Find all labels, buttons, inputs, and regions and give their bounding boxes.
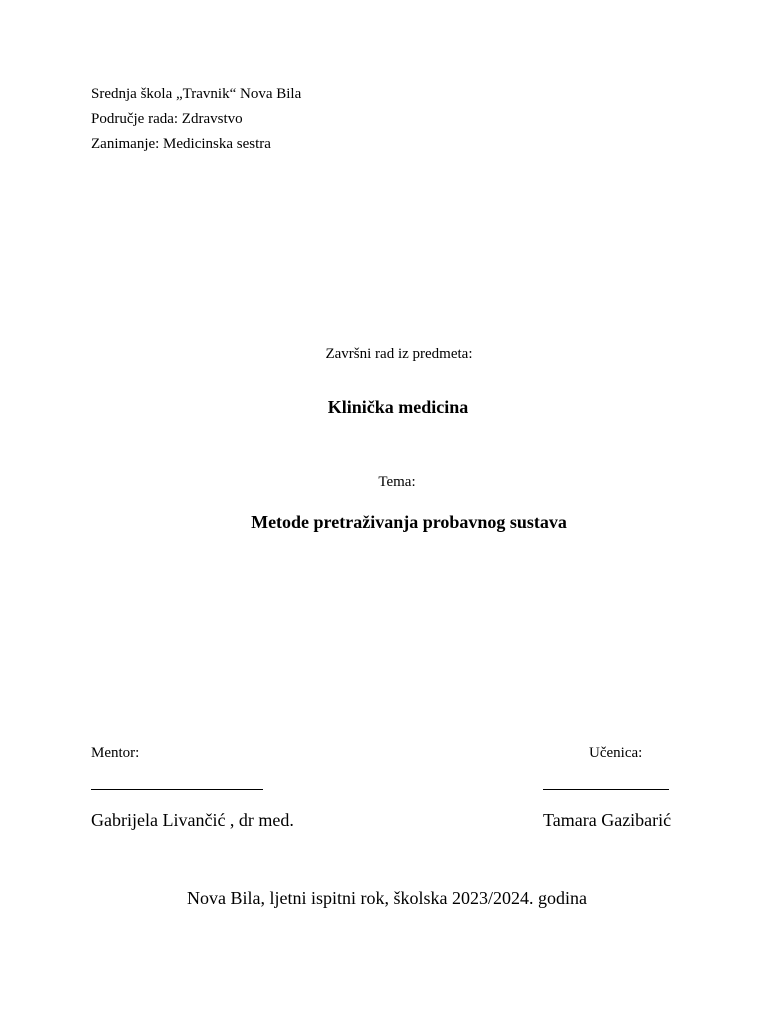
subject-title: Klinička medicina xyxy=(327,397,469,417)
student-signature-line xyxy=(543,789,669,790)
place-and-date: Nova Bila, ljetni ispitni rok, školska 2023/2024. godina xyxy=(187,888,587,908)
mentor-label: Mentor: xyxy=(91,745,140,761)
student-label: Učenica: xyxy=(589,745,643,761)
mentor-name: Gabrijela Livančić , dr med. xyxy=(91,810,294,830)
mentor-signature-line xyxy=(91,789,263,790)
student-name: Tamara Gazibarić xyxy=(543,810,672,830)
school-name: Srednja škola „Travnik“ Nova Bila xyxy=(91,86,302,102)
thesis-intro: Završni rad iz predmeta: xyxy=(325,346,473,362)
field-of-work: Područje rada: Zdravstvo xyxy=(91,111,243,127)
topic-label: Tema: xyxy=(378,474,416,490)
topic-title: Metode pretraživanja probavnog sustava xyxy=(251,512,567,532)
occupation: Zanimanje: Medicinska sestra xyxy=(91,136,271,152)
